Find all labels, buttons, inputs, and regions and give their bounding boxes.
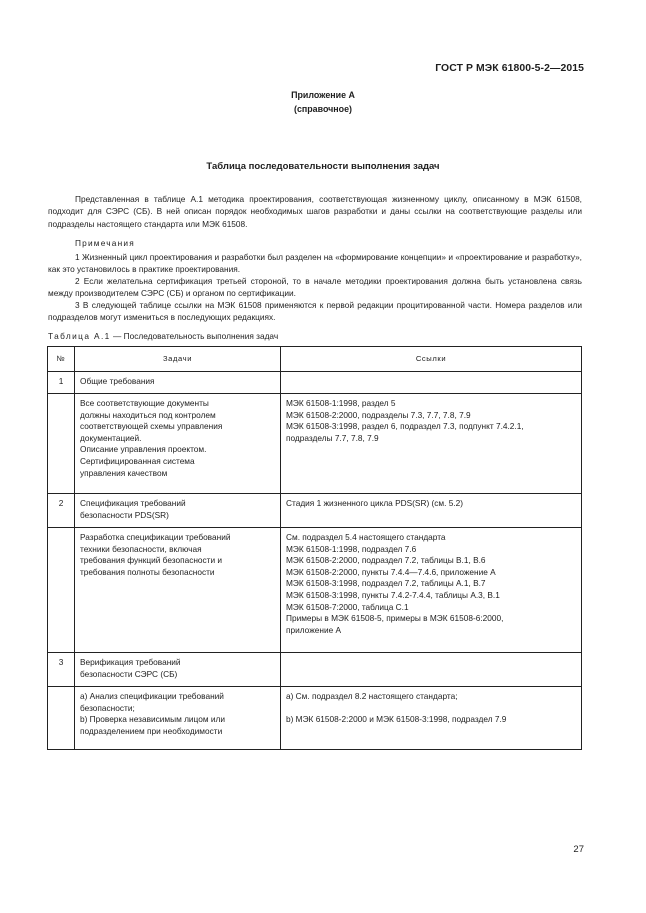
table-row [48,494,582,528]
row-num [48,687,75,750]
row-num: 2 [48,494,75,528]
page-number: 27 [573,844,584,855]
table-row [48,653,582,687]
row-ref: а) См. подраздел 8.2 настоящего стандарта; b) МЭК 61508-2:2000 и МЭК 61508-3:1998, подраздел 7.9 [281,687,582,750]
row-ref: Стадия 1 жизненного цикла PDS(SR) (см. 5.2) [281,494,582,528]
row-num [48,528,75,653]
appendix-title: Приложение А [291,90,355,100]
note-1: 1 Жизненный цикл проектирования и разработки был разделен на «формирование концепции» и «проектирование и разработку», как это установилось в практике проектирования. [48,252,582,275]
note-3: 3 В следующей таблице ссылки на МЭК 61508 применяются к первой редакции процитированной части. Номера разделов или подразделов могут измениться в последующих редакциях. [48,300,582,323]
note-2: 2 Если желательна сертификация третьей стороной, то в начале методики проектирования должна быть установлена связь между производителем СЭРС (СБ) и органом по сертификации. [48,276,582,299]
row-task: Общие требования [75,372,281,394]
header-tasks: Задачи [75,347,281,372]
row-ref [281,653,582,687]
table-caption [48,331,278,341]
table-row [48,394,582,494]
row-num: 1 [48,372,75,394]
table-row [48,372,582,394]
table-row [48,528,582,653]
table-caption-text: Последовательность выполнения задач [123,331,279,341]
row-task: Спецификация требований безопасности PDS(SR) [75,494,281,528]
row-task: Все соответствующие документы должны находиться под контролем соответствующей схемы управления документацией. Описание управления проектом. Сертифицированная система управления качеством [75,394,281,494]
section-title: Таблица последовательности выполнения задач [206,161,440,172]
row-num [48,394,75,494]
row-ref [281,372,582,394]
row-ref: См. подраздел 5.4 настоящего стандарта МЭК 61508-1:1998, подраздел 7.6 МЭК 61508-2:2000, подраздел 7.2, таблицы В.1, В.6 МЭК 61508-2:2000, пункты 7.4.4—7.4.6, приложение А МЭК 61508-3:1998, подраздел 7.2, таблицы А.1, В.7 МЭК 61508-3:1998, пункты 7.4.2-7.4.4, таблицы А.3, В.1 МЭК 61508-7:2000, таблица С.1 Примеры в МЭК 61508-5, примеры в МЭК 61508-6:2000, приложение А [281,528,582,653]
notes-heading: Примечания [75,238,135,248]
row-task: а) Анализ спецификации требований безопасности; b) Проверка независимым лицом или подразделением при необходимости [75,687,281,750]
intro-paragraph: Представленная в таблице А.1 методика проектирования, соответствующая жизненному циклу, описанному в МЭК 61508, подходит для СЭРС (СБ). В ней описан порядок необходимых шагов разработки и даны ссылки на соответствующие разделы или подразделы настоящего стандарта или МЭК 61508. [48,194,582,229]
table-header-row [48,347,582,372]
table-caption-dash: — [110,331,124,341]
table-caption-label: Таблица А.1 [48,331,111,341]
header-num: № [48,347,75,372]
appendix-subtitle: (справочное) [294,104,352,114]
row-task: Разработка спецификации требований техники безопасности, включая требования функций безопасности и требования полноты безопасности [75,528,281,653]
standard-code: ГОСТ Р МЭК 61800-5-2—2015 [435,63,584,74]
row-num: 3 [48,653,75,687]
row-task: Верификация требований безопасности СЭРС (СБ) [75,653,281,687]
table-row [48,687,582,750]
tasks-table [47,346,582,750]
row-ref: МЭК 61508-1:1998, раздел 5 МЭК 61508-2:2000, подразделы 7.3, 7.7, 7.8, 7.9 МЭК 61508-3:1998, раздел 6, подраздел 7.3, подпункт 7.4.2.1, подразделы 7.7, 7.8, 7.9 [281,394,582,494]
header-refs: Ссылки [281,347,582,372]
